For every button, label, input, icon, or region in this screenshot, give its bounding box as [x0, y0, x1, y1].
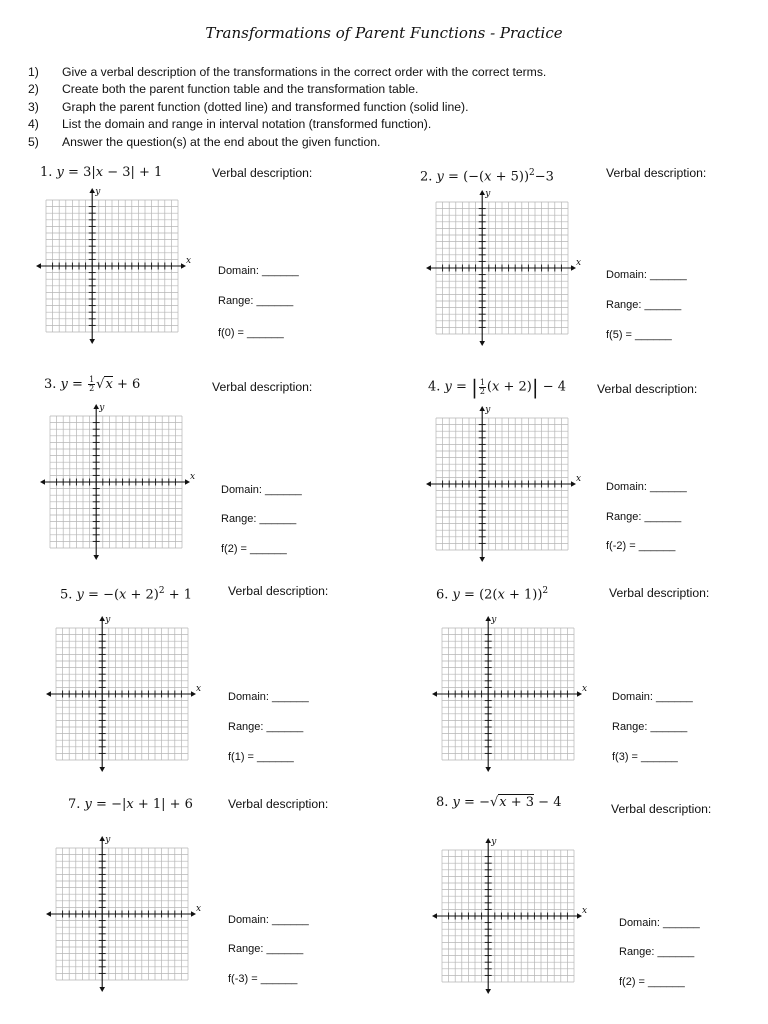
- problem-number: 4.: [428, 379, 441, 395]
- x-axis-left-arrow: [432, 691, 437, 697]
- coordinate-grid[interactable]: [44, 614, 206, 776]
- coordinate-grid[interactable]: [430, 614, 592, 776]
- function-question: f(3) = ______: [612, 751, 678, 763]
- y-axis-up-arrow: [485, 616, 491, 621]
- instruction-text: Answer the question(s) at the end about the given function.: [62, 134, 381, 149]
- function-question: f(0) = ______: [218, 327, 284, 339]
- problem-number: 7.: [68, 797, 81, 812]
- domain-label: Domain: ______: [606, 481, 687, 493]
- instruction-number: 3): [28, 99, 39, 114]
- range-label: Range: ______: [228, 943, 304, 955]
- y-axis-label: y: [491, 615, 497, 625]
- x-axis-label: x: [186, 256, 192, 266]
- instruction-item: [28, 64, 748, 81]
- y-axis-label: y: [485, 405, 491, 415]
- y-axis-up-arrow: [89, 188, 95, 193]
- function-question: f(-3) = ______: [228, 973, 298, 985]
- range-label: Range: ______: [218, 295, 294, 307]
- problem-number: 6.: [436, 587, 449, 603]
- instruction-number: 5): [28, 134, 39, 149]
- x-axis-left-arrow: [46, 911, 51, 917]
- coordinate-grid[interactable]: [430, 836, 592, 998]
- verbal-description-label: Verbal description:: [212, 380, 313, 394]
- instruction-item: [28, 99, 748, 116]
- instruction-item: [28, 81, 748, 98]
- x-axis-label: x: [196, 684, 202, 694]
- y-axis-down-arrow: [485, 989, 491, 994]
- y-axis-up-arrow: [479, 406, 485, 411]
- instruction-item: [28, 134, 748, 151]
- problem-number: 1.: [40, 165, 53, 180]
- domain-label: Domain: ______: [228, 914, 309, 926]
- equation-8: 8. y = −√x + 3 − 4: [436, 795, 562, 810]
- x-axis-left-arrow: [46, 691, 51, 697]
- instruction-text: Graph the parent function (dotted line) and transformed function (solid line).: [62, 99, 469, 114]
- function-question: f(5) = ______: [606, 329, 672, 341]
- x-axis-label: x: [576, 474, 582, 484]
- verbal-description-label: Verbal description:: [597, 382, 698, 396]
- range-label: Range: ______: [619, 946, 695, 958]
- y-axis-label: y: [99, 403, 105, 413]
- problem-number: 3.: [44, 377, 57, 392]
- problem-number: 5.: [60, 587, 73, 603]
- coordinate-grid[interactable]: [424, 404, 586, 566]
- y-axis-label: y: [485, 189, 491, 199]
- x-axis-label: x: [582, 684, 588, 694]
- instruction-text: List the domain and range in interval notation (transformed function).: [62, 117, 432, 132]
- verbal-description-label: Verbal description:: [228, 584, 329, 598]
- y-axis-up-arrow: [99, 616, 105, 621]
- domain-label: Domain: ______: [228, 691, 309, 703]
- instruction-number: 1): [28, 65, 39, 79]
- function-question: f(1) = ______: [228, 751, 294, 763]
- equation-6: 6. $y = (2(x + 1))^2$: [436, 586, 549, 603]
- range-label: Range: ______: [612, 721, 688, 733]
- range-label: Range: ______: [606, 299, 682, 311]
- x-axis-label: x: [190, 472, 196, 482]
- page-title: Transformations of Parent Functions - Practice: [205, 24, 563, 42]
- domain-label: Domain: ______: [221, 484, 302, 496]
- y-axis-up-arrow: [485, 838, 491, 843]
- function-question: f(2) = ______: [619, 976, 685, 988]
- x-axis-left-arrow: [40, 479, 45, 485]
- verbal-description-label: Verbal description:: [611, 802, 712, 816]
- y-axis-down-arrow: [99, 987, 105, 992]
- y-axis-label: y: [491, 837, 497, 847]
- y-axis-down-arrow: [485, 767, 491, 772]
- equation-2: 2. $y = (-(x + 5))^2-3$: [420, 168, 554, 185]
- domain-label: Domain: ______: [619, 917, 700, 929]
- verbal-description-label: Verbal description:: [606, 166, 707, 180]
- y-axis-label: y: [105, 615, 111, 625]
- domain-label: Domain: ______: [612, 691, 693, 703]
- coordinate-grid[interactable]: [424, 188, 586, 350]
- y-axis-label: y: [105, 835, 111, 845]
- coordinate-grid[interactable]: [34, 186, 196, 348]
- function-question: f(-2) = ______: [606, 540, 676, 552]
- y-axis-down-arrow: [99, 767, 105, 772]
- instructions-list: [28, 64, 748, 151]
- y-axis-down-arrow: [93, 555, 99, 560]
- instruction-number: 4): [28, 117, 39, 132]
- y-axis-down-arrow: [479, 341, 485, 346]
- y-axis-up-arrow: [479, 190, 485, 195]
- range-label: Range: ______: [221, 513, 297, 525]
- coordinate-grid[interactable]: [38, 402, 200, 564]
- equation-7: 7. y = −|x + 1| + 6: [68, 797, 193, 812]
- problem-number: 2.: [420, 169, 433, 185]
- equation-4: 4. y = | $\frac{1}{2}$ (x + 2)| − 4: [428, 375, 567, 399]
- problem-number: 8.: [436, 795, 449, 810]
- domain-label: Domain: ______: [606, 269, 687, 281]
- x-axis-left-arrow: [36, 263, 41, 269]
- range-label: Range: ______: [228, 721, 304, 733]
- x-axis-label: x: [582, 906, 588, 916]
- equation-3: 3. y = $\frac{1}{2}$ √x + 6: [44, 375, 141, 393]
- x-axis-left-arrow: [426, 265, 431, 271]
- instruction-text: Give a verbal description of the transformations in the correct order with the correct terms.: [62, 65, 547, 79]
- y-axis-down-arrow: [89, 339, 95, 344]
- range-label: Range: ______: [606, 511, 682, 523]
- y-axis-up-arrow: [99, 836, 105, 841]
- verbal-description-label: Verbal description:: [228, 797, 329, 811]
- y-axis-label: y: [95, 187, 101, 197]
- equation-1: 1. y = 3|x − 3| + 1: [40, 165, 163, 180]
- instruction-number: 2): [28, 82, 39, 97]
- equation-5: 5. $y = -(x + 2)^2 + 1$: [60, 586, 193, 603]
- coordinate-grid[interactable]: [44, 834, 206, 996]
- verbal-description-label: Verbal description:: [212, 166, 313, 180]
- x-axis-left-arrow: [432, 913, 437, 919]
- y-axis-down-arrow: [479, 557, 485, 562]
- instruction-item: [28, 116, 748, 133]
- x-axis-label: x: [576, 258, 582, 268]
- instruction-text: Create both the parent function table and the transformation table.: [62, 82, 419, 97]
- y-axis-up-arrow: [93, 404, 99, 409]
- x-axis-left-arrow: [426, 481, 431, 487]
- verbal-description-label: Verbal description:: [609, 586, 710, 600]
- domain-label: Domain: ______: [218, 265, 299, 277]
- x-axis-label: x: [196, 904, 202, 914]
- function-question: f(2) = ______: [221, 543, 287, 555]
